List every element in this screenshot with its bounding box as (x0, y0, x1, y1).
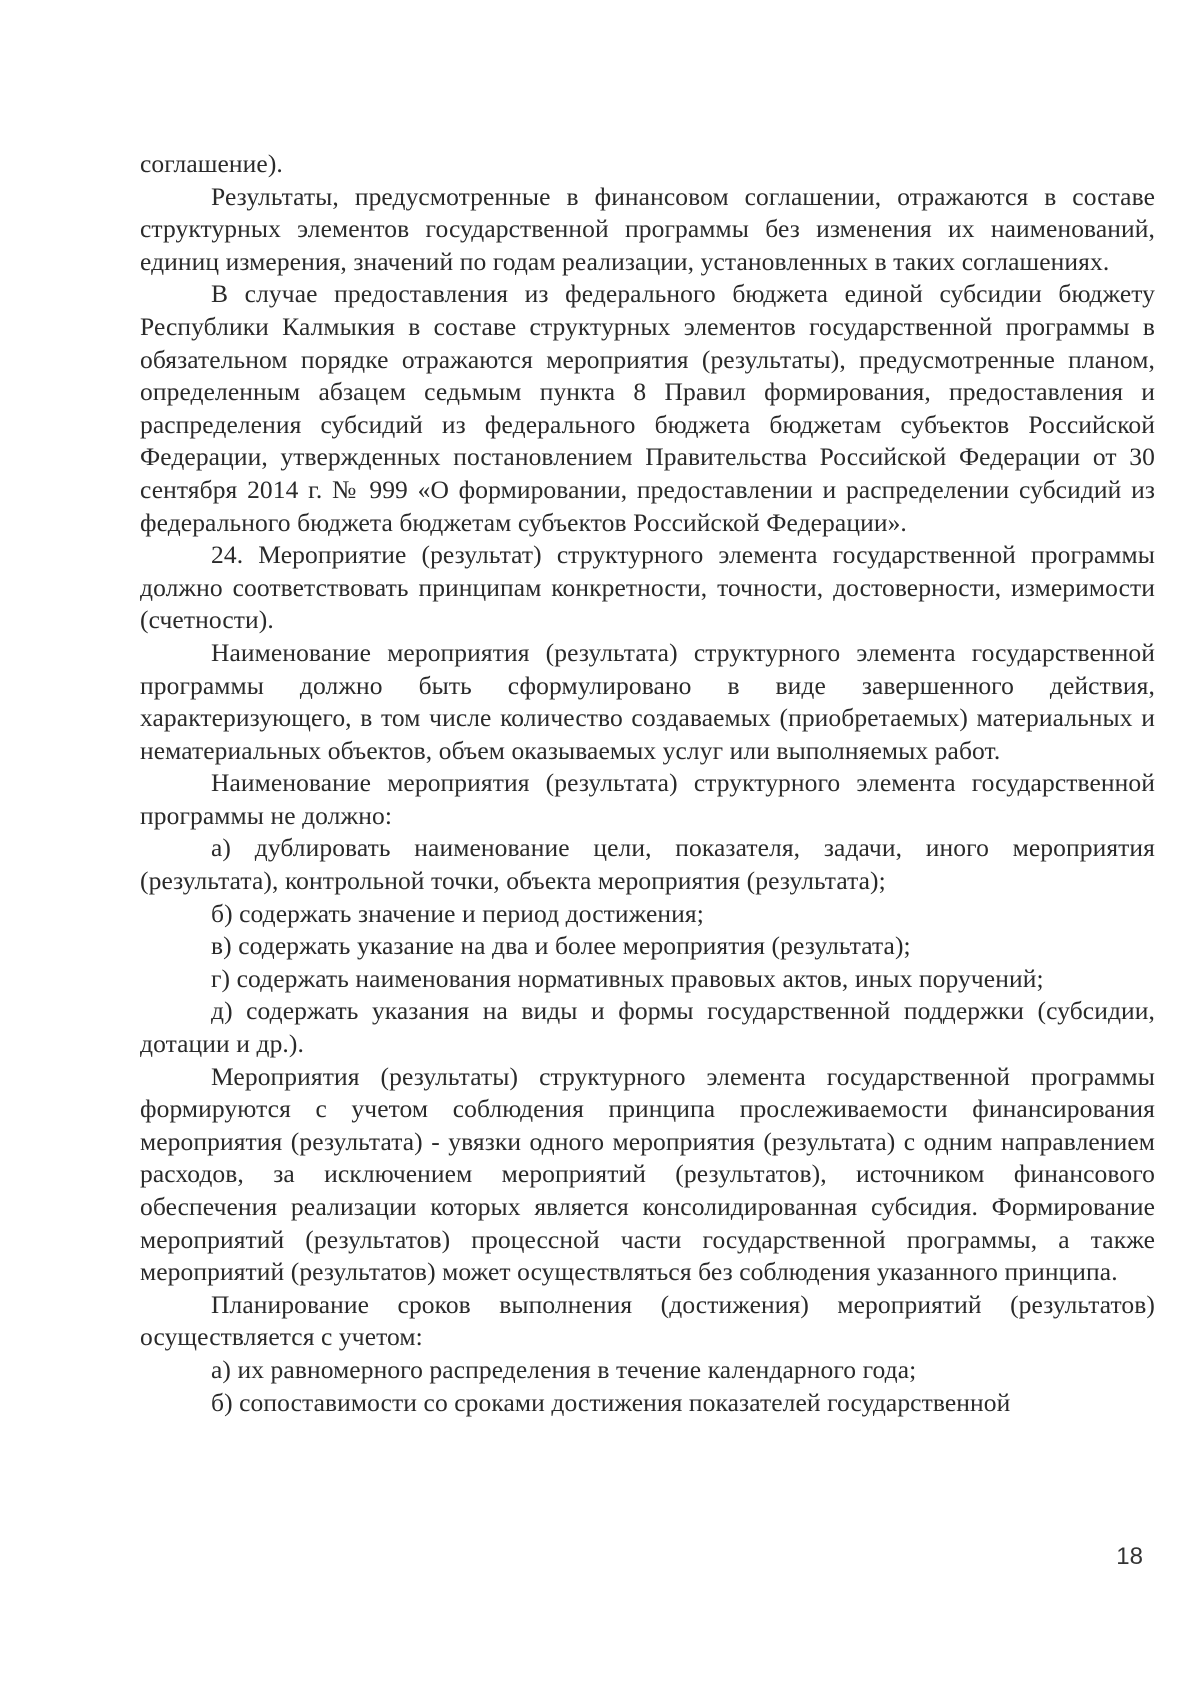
list-item: б) содержать значение и период достижения; (211, 898, 704, 928)
paragraph: Наименование мероприятия (результата) структурного элемента государственной программы должно быть сформулировано в виде завершенного действия, характеризующего, в том числе количество создаваемых (приобретаемых) материальных и нематериальных объектов, объем оказываемых услуг или выполняемых работ. (140, 637, 1155, 765)
paragraph: Наименование мероприятия (результата) структурного элемента государственной программы не должно: (140, 768, 1155, 830)
paragraph: Мероприятия (результаты) структурного элемента государственной программы формируются с учетом соблюдения принципа прослеживаемости финансирования мероприятия (результата) - увязки одного мероприятия (результата) с одним направлением расходов, за исключением мероприятий (результатов), источником финансового обеспечения реализации которых является консолидированная субсидия. Формирование мероприятий (результатов) процессной части государственной программы, а также мероприятий (результатов) может осуществляться без соблюдения указанного принципа. (140, 1061, 1155, 1287)
paragraph: Результаты, предусмотренные в финансовом соглашении, отражаются в составе структурных элементов государственной программы без изменения их наименований, единиц измерения, значений по годам реализации, установленных в таких соглашениях. (140, 181, 1155, 276)
paragraph: 24. Мероприятие (результат) структурного элемента государственной программы должно соответствовать принципам конкретности, точности, достоверности, измеримости (счетности). (140, 540, 1155, 635)
list-item: в) содержать указание на два и более мероприятия (результата); (211, 931, 911, 961)
paragraph: Планирование сроков выполнения (достижения) мероприятий (результатов) осуществляется с учетом: (140, 1289, 1155, 1352)
list-item: г) содержать наименования нормативных правовых актов, иных поручений; (211, 963, 1044, 993)
list-item: а) дублировать наименование цели, показателя, задачи, иного мероприятия (результата), контрольной точки, объекта мероприятия (результата); (140, 833, 1155, 896)
list-item: а) их равномерного распределения в течение календарного года; (211, 1354, 917, 1384)
page-number: 18 (1116, 1543, 1143, 1570)
paragraph: соглашение). (140, 149, 283, 178)
list-item: б) сопоставимости со сроками достижения показателей государственной (211, 1387, 1011, 1417)
list-item: д) содержать указания на виды и формы государственной поддержки (субсидии, дотации и др.). (140, 996, 1155, 1059)
paragraph: В случае предоставления из федерального бюджета единой субсидии бюджету Республики Калмыкия в составе структурных элементов государственной программы в обязательном порядке отражаются мероприятия (результаты), предусмотренные планом, определенным абзацем седьмым пункта 8 Правил формирования, предоставления и распределения субсидий из федерального бюджета бюджетам субъектов Российской Федерации, утвержденных постановлением Правительства Российской Федерации от 30 сентября 2014 г. № 999 «О формировании, предоставлении и распределении субсидий из федерального бюджета бюджетам субъектов Российской Федерации». (140, 279, 1155, 537)
document-body (140, 148, 1155, 1419)
